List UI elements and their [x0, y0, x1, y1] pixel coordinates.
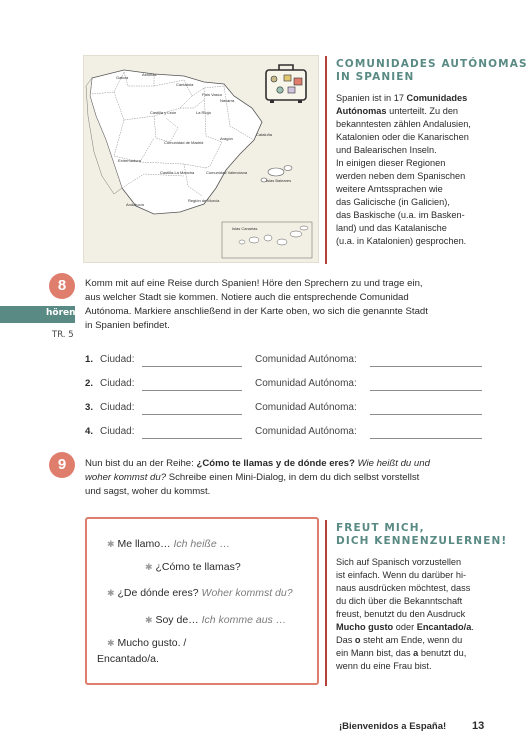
sidebar2-line: naus ausdrücken möchtest, dass — [336, 583, 471, 593]
city-input-line[interactable] — [142, 438, 242, 439]
region-la-rioja: La Rioja — [196, 110, 211, 115]
sidebar-rule — [325, 56, 327, 264]
row-number: 1. — [85, 354, 94, 365]
sidebar2-word: oder — [395, 622, 415, 632]
city-input-line[interactable] — [142, 414, 242, 415]
region-navarra: Navarra — [220, 98, 235, 103]
city-label: Ciudad: — [100, 354, 135, 365]
sidebar-line: (u.a. in Katalonien) gesprochen. — [336, 236, 467, 246]
region-valenciana: Comunidad Valenciana — [206, 170, 248, 175]
community-label: Comunidad Autónoma: — [255, 378, 357, 389]
sidebar2-body: Sich auf Spanisch vorzustellen ist einfach. Wenn du darüber hi- naus ausdrücken möchtest, dass du dich über die Bekanntschaft freust, benutzt du den Ausdruck Mucho gusto oder Encantado/a. Das o steht am Ende, wenn du ein Mann bist, das a benutzt du, wenn du eine Frau bist. — [336, 556, 486, 673]
instr-plain: Schreibe einen Mini-Dialog, in dem du dich selbst vorstellst — [168, 472, 420, 483]
bold-letter: a — [413, 648, 419, 658]
community-input-line[interactable] — [370, 438, 482, 439]
instr-italic: woher kommst du? — [85, 472, 167, 483]
sidebar2-word: steht am Ende, wenn du — [363, 635, 463, 645]
region-extremadura: Extremadura — [118, 158, 141, 163]
instr-bold: ¿Cómo te llamas y de dónde eres? — [196, 458, 355, 469]
city-label: Ciudad: — [100, 378, 135, 389]
bold-letter: o — [354, 635, 361, 645]
sidebar-line: das Baskische (u.a. im Basken- — [336, 210, 465, 220]
instruction-line: in Spanien befindet. — [85, 320, 170, 331]
exercise-9-instructions — [85, 457, 505, 499]
sidebar2-rule — [325, 520, 327, 686]
instr-italic: Wie heißt du und — [357, 458, 430, 469]
sidebar-line: und Balearischen Inseln. — [336, 145, 437, 155]
sidebar-intro: Spanien ist in 17 — [336, 93, 404, 103]
asterisk-icon: ✱ — [145, 562, 153, 572]
instruction-line: Autónoma. Markiere anschließend in der Karte oben, wo sich die genannte Stadt — [85, 306, 428, 317]
instr-plain: und sagst, woher du kommst. — [85, 486, 211, 497]
region-castilla-leon: Castilla y León — [150, 110, 177, 115]
sidebar2-word: ein Mann bist, das — [336, 648, 411, 658]
dialog-es: Soy de… — [155, 614, 199, 626]
sidebar-line: bekanntesten zählen Andalusien, — [336, 119, 471, 129]
region-baleares: Islas Baleares — [266, 178, 292, 183]
sidebar-line: unterteilt. Zu den — [389, 106, 459, 116]
bold-phrase: Encantado/a — [416, 622, 472, 632]
region-galicia: Galicia — [116, 75, 129, 80]
sidebar-title-line2: IN SPANIEN — [336, 71, 415, 83]
exercise-9-number: 9 — [49, 452, 75, 478]
sidebar-line: werden neben dem Spanischen — [336, 171, 466, 181]
sidebar2-line: freust, benutzt du den Ausdruck — [336, 609, 466, 619]
track-label: TR. 5 — [52, 330, 74, 340]
sidebar2-word: benutzt du, — [420, 648, 467, 658]
sidebar2-title-line2: DICH KENNENZULERNEN! — [336, 535, 508, 547]
instruction-line: aus welcher Stadt sie kommen. Notiere auch die entsprechende Comunidad — [85, 292, 409, 303]
asterisk-icon: ✱ — [107, 588, 115, 598]
city-input-line[interactable] — [142, 366, 242, 367]
exercise-8-instructions — [85, 277, 495, 333]
dialog-de: Ich komme aus … — [201, 614, 287, 626]
dialog-line-5 — [107, 636, 186, 650]
asterisk-icon: ✱ — [107, 539, 115, 549]
dialog-line-4 — [145, 613, 286, 627]
suitcase-icon — [266, 65, 306, 103]
sidebar-line: land) und das Katalanische — [336, 223, 447, 233]
dialog-de: Woher kommst du? — [201, 587, 293, 599]
sidebar-body — [336, 92, 484, 248]
city-label: Ciudad: — [100, 402, 135, 413]
community-label: Comunidad Autónoma: — [255, 354, 357, 365]
skill-label: hören — [46, 308, 76, 318]
dialog-line-2 — [145, 560, 241, 574]
region-cantabria: Cantabria — [176, 82, 194, 87]
region-asturias: Asturias — [142, 72, 157, 77]
sidebar2-line: du dich über die Bekanntschaft — [336, 596, 463, 606]
sidebar2-line: ist einfach. Wenn du darüber hi- — [336, 570, 467, 580]
sidebar-title-line1: COMUNIDADES AUTÓNOMAS — [336, 58, 528, 70]
dialog-es: Mucho gusto. / — [117, 637, 187, 649]
community-input-line[interactable] — [370, 390, 482, 391]
sidebar2-title-line1: FREUT MICH, — [336, 522, 425, 534]
community-label: Comunidad Autónoma: — [255, 402, 357, 413]
dialog-example-box — [85, 517, 319, 685]
dialog-line-6: Encantado/a. — [97, 653, 159, 665]
community-label: Comunidad Autónoma: — [255, 426, 357, 437]
region-pais-vasco: País Vasco — [202, 92, 222, 97]
instr-plain: Nun bist du an der Reihe: — [85, 458, 194, 469]
region-canarias: Islas Canarias — [232, 226, 258, 231]
region-madrid: Comunidad de Madrid — [164, 140, 204, 145]
region-cataluna: Cataluña — [256, 132, 273, 137]
sidebar-line: weitere Amtssprachen wie — [336, 184, 443, 194]
city-input-line[interactable] — [142, 390, 242, 391]
region-aragon: Aragón — [220, 136, 233, 141]
dialog-es: Me llamo… — [117, 538, 171, 550]
row-number: 4. — [85, 426, 94, 437]
footer-chapter-title: ¡Bienvenidos a España! — [339, 721, 447, 732]
spain-map — [83, 55, 319, 263]
community-input-line[interactable] — [370, 366, 482, 367]
row-number: 2. — [85, 378, 94, 389]
city-label: Ciudad: — [100, 426, 135, 437]
dialog-es: ¿Cómo te llamas? — [155, 561, 241, 573]
instruction-line: Komm mit auf eine Reise durch Spanien! Höre den Sprechern zu und trage ein, — [85, 278, 423, 289]
bold-phrase: Mucho gusto — [336, 622, 394, 632]
answer-rows — [85, 354, 495, 444]
dialog-line-1 — [107, 537, 230, 551]
dialog-es: ¿De dónde eres? — [117, 587, 199, 599]
asterisk-icon: ✱ — [107, 638, 115, 648]
community-input-line[interactable] — [370, 414, 482, 415]
sidebar-line: das Galicische (in Galicien), — [336, 197, 450, 207]
dialog-de: Ich heiße … — [173, 538, 231, 550]
asterisk-icon: ✱ — [145, 615, 153, 625]
spain-map-svg — [84, 56, 318, 262]
region-castilla-la-mancha: Castilla-La Mancha — [160, 170, 195, 175]
sidebar2-line: Sich auf Spanisch vorzustellen — [336, 557, 462, 567]
region-murcia: Región de Murcia — [188, 198, 220, 203]
sidebar-line: Katalonien oder die Kanarischen — [336, 132, 469, 142]
sidebar2-word: Das — [336, 635, 353, 645]
sidebar-bold-term: Comunidades Autónomas — [336, 93, 468, 116]
sidebar-line: In einigen dieser Regionen — [336, 158, 446, 168]
row-number: 3. — [85, 402, 94, 413]
page-number: 13 — [472, 720, 485, 732]
sidebar2-line: wenn du eine Frau bist. — [336, 661, 432, 671]
region-andalucia: Andalucía — [126, 202, 144, 207]
dialog-line-3 — [107, 586, 293, 600]
exercise-8-number: 8 — [49, 273, 75, 299]
